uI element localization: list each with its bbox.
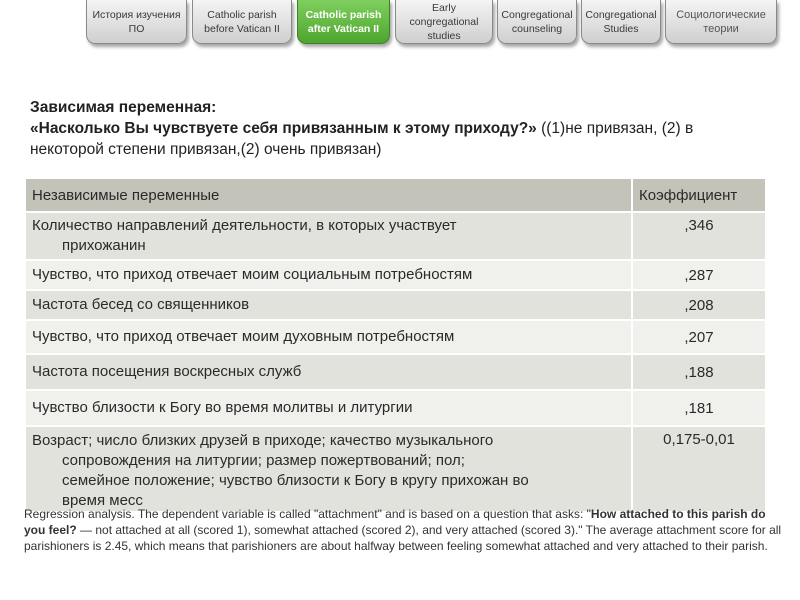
coefficient-cell: ,287 (632, 260, 766, 290)
footnote-intro: Regression analysis. The dependent variable is called "attachment" and is based on a question that asks: " (24, 507, 591, 521)
heading-question-block (30, 118, 770, 160)
variable-name-continued: сопровождения на литургии; размер пожертвований; пол; (62, 452, 465, 469)
coefficient-cell: ,208 (632, 290, 766, 320)
table-row (25, 290, 766, 320)
table-row (25, 260, 766, 290)
footnote-rest: — not attached at all (scored 1), somewhat attached (scored 2), and very attached (scored 3)." The average attachment score for all parishioners is 2.45, which means that parishioners are about halfway between feeling somewhat attached and very attached to their parish. (24, 523, 782, 553)
coefficient-cell: 0,175-0,01 (632, 426, 766, 512)
variable-cell: Частота посещения воскресных служб (25, 354, 632, 390)
coefficient-cell: ,346 (632, 212, 766, 260)
variable-name-continued: прихожанин (62, 237, 146, 254)
table-row (25, 212, 766, 260)
table-row (25, 320, 766, 354)
dependent-variable-heading (30, 97, 770, 160)
variable-cell: Чувство, что приход отвечает моим социальным потребностям (25, 260, 632, 290)
heading-question: «Насколько Вы чувствуете себя привязанным к этому приходу?» (30, 120, 537, 137)
variable-cell (25, 212, 632, 260)
variable-name: Количество направлений деятельности, в которых участвует (32, 217, 457, 234)
header-coefficient: Коэффициент (632, 178, 766, 212)
variable-name-continued: семейное положение; чувство близости к Богу в кругу прихожан во (62, 472, 529, 489)
regression-footnote (24, 506, 789, 554)
coefficient-cell: ,181 (632, 390, 766, 426)
footnote-question: How attached to this parish do you feel? (24, 507, 766, 537)
tab-sociological-theories[interactable]: Социологические теории (665, 0, 777, 44)
tab-congregational-counseling[interactable]: Congregational counseling (497, 0, 577, 44)
heading-title: Зависимая переменная: (30, 99, 217, 116)
tab-early-congregational[interactable]: Early congregational studies (395, 0, 493, 44)
tab-catholic-before-vatican[interactable]: Catholic parish before Vatican II (192, 0, 292, 44)
regression-table (24, 177, 767, 513)
coefficient-cell: ,207 (632, 320, 766, 354)
tab-history[interactable]: История изучения ПО (86, 0, 187, 44)
table-row (25, 354, 766, 390)
variable-name: Возраст; число близких друзей в приходе; качество музыкального (32, 432, 494, 449)
header-independent-variables: Независимые переменные (25, 178, 632, 212)
table-header-row (25, 178, 766, 212)
variable-cell (25, 426, 632, 512)
heading-answers: ((1)не привязан, (2) в некоторой степени привязан,(2) очень привязан) (30, 120, 694, 158)
coefficient-cell: ,188 (632, 354, 766, 390)
table-row (25, 426, 766, 512)
variable-cell: Частота бесед со священников (25, 290, 632, 320)
variable-cell: Чувство близости к Богу во время молитвы и литургии (25, 390, 632, 426)
tab-congregational-studies[interactable]: Congregational Studies (581, 0, 661, 44)
variable-cell: Чувство, что приход отвечает моим духовным потребностям (25, 320, 632, 354)
table-row (25, 390, 766, 426)
tab-catholic-after-vatican[interactable]: Catholic parish after Vatican II (297, 0, 390, 44)
variable-name-continued: время месс (62, 492, 143, 509)
tab-strip (0, 0, 800, 50)
